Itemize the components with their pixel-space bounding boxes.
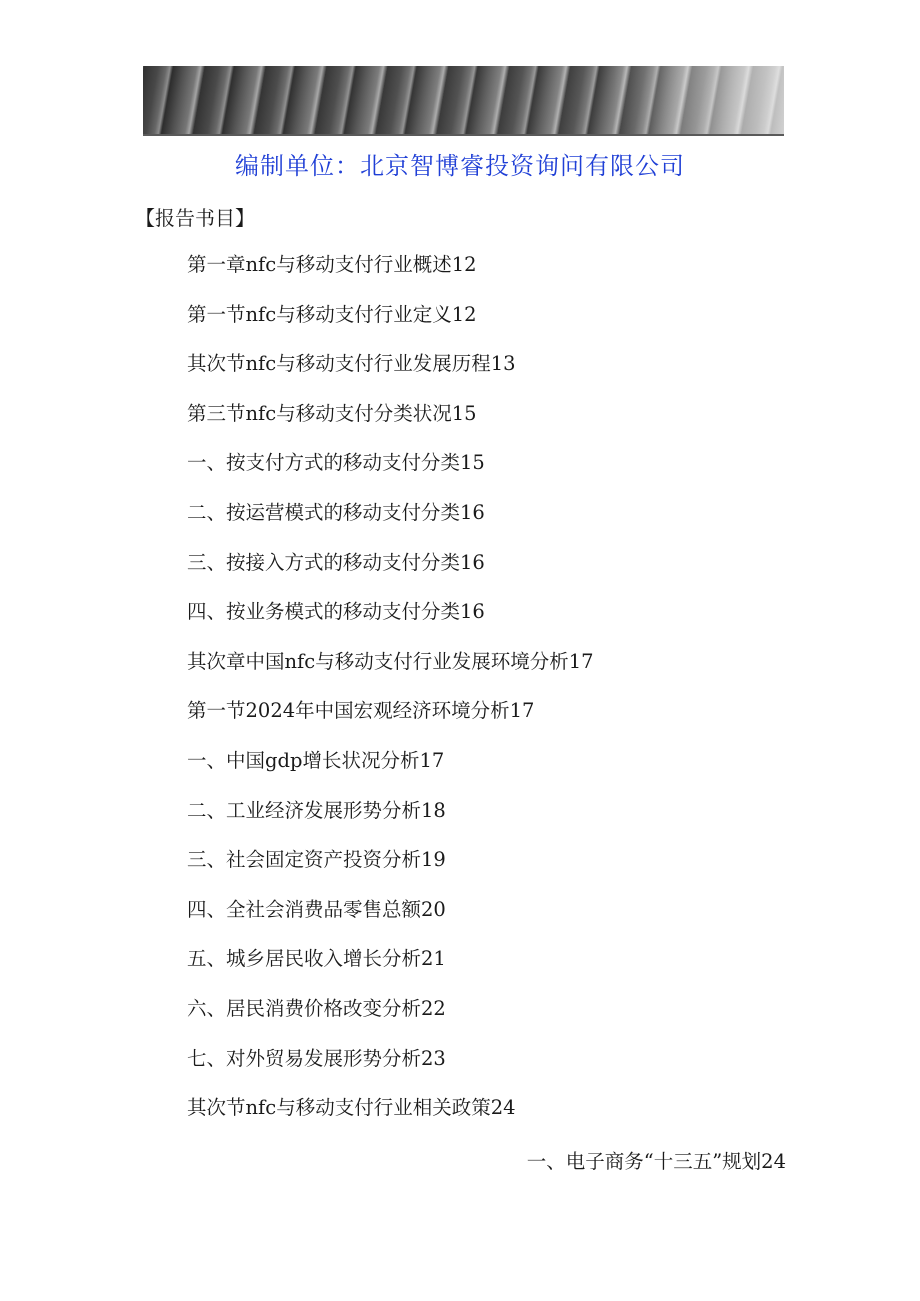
toc-item-right-aligned: 一、电子商务“十三五”规划24 xyxy=(526,1150,786,1173)
toc-item: 第一节nfc与移动支付行业定义12 xyxy=(187,302,477,326)
toc-item: 三、社会固定资产投资分析19 xyxy=(187,848,446,872)
toc-item: 第三节nfc与移动支付分类状况15 xyxy=(187,401,477,425)
publisher-line: 编制单位：北京智博睿投资询问有限公司 xyxy=(235,152,685,180)
toc-item: 六、居民消费价格改变分析22 xyxy=(187,996,446,1020)
toc-item: 第一章nfc与移动支付行业概述12 xyxy=(187,253,477,276)
toc-item: 其次章中国nfc与移动支付行业发展环境分析17 xyxy=(187,649,594,673)
header-banner-image xyxy=(143,66,784,134)
toc-list xyxy=(187,252,807,1145)
toc-item: 二、按运营模式的移动支付分类16 xyxy=(187,500,485,524)
toc-item: 一、按支付方式的移动支付分类15 xyxy=(187,451,485,475)
toc-item: 七、对外贸易发展形势分析23 xyxy=(187,1046,446,1070)
toc-item: 五、城乡居民收入增长分析21 xyxy=(187,947,446,971)
toc-item: 一、中国gdp增长状况分析17 xyxy=(187,748,445,772)
toc-item: 其次节nfc与移动支付行业发展历程13 xyxy=(187,352,516,376)
toc-item: 二、工业经济发展形势分析18 xyxy=(187,798,446,822)
toc-item: 第一节2024年中国宏观经济环境分析17 xyxy=(187,699,535,723)
toc-item: 三、按接入方式的移动支付分类16 xyxy=(187,550,485,574)
toc-item: 其次节nfc与移动支付行业相关政策24 xyxy=(187,1096,516,1120)
toc-heading: 【报告书目】 xyxy=(135,206,255,230)
toc-item: 四、按业务模式的移动支付分类16 xyxy=(187,600,485,624)
banner-divider xyxy=(143,134,784,136)
toc-item: 四、全社会消费品零售总额20 xyxy=(187,897,446,921)
